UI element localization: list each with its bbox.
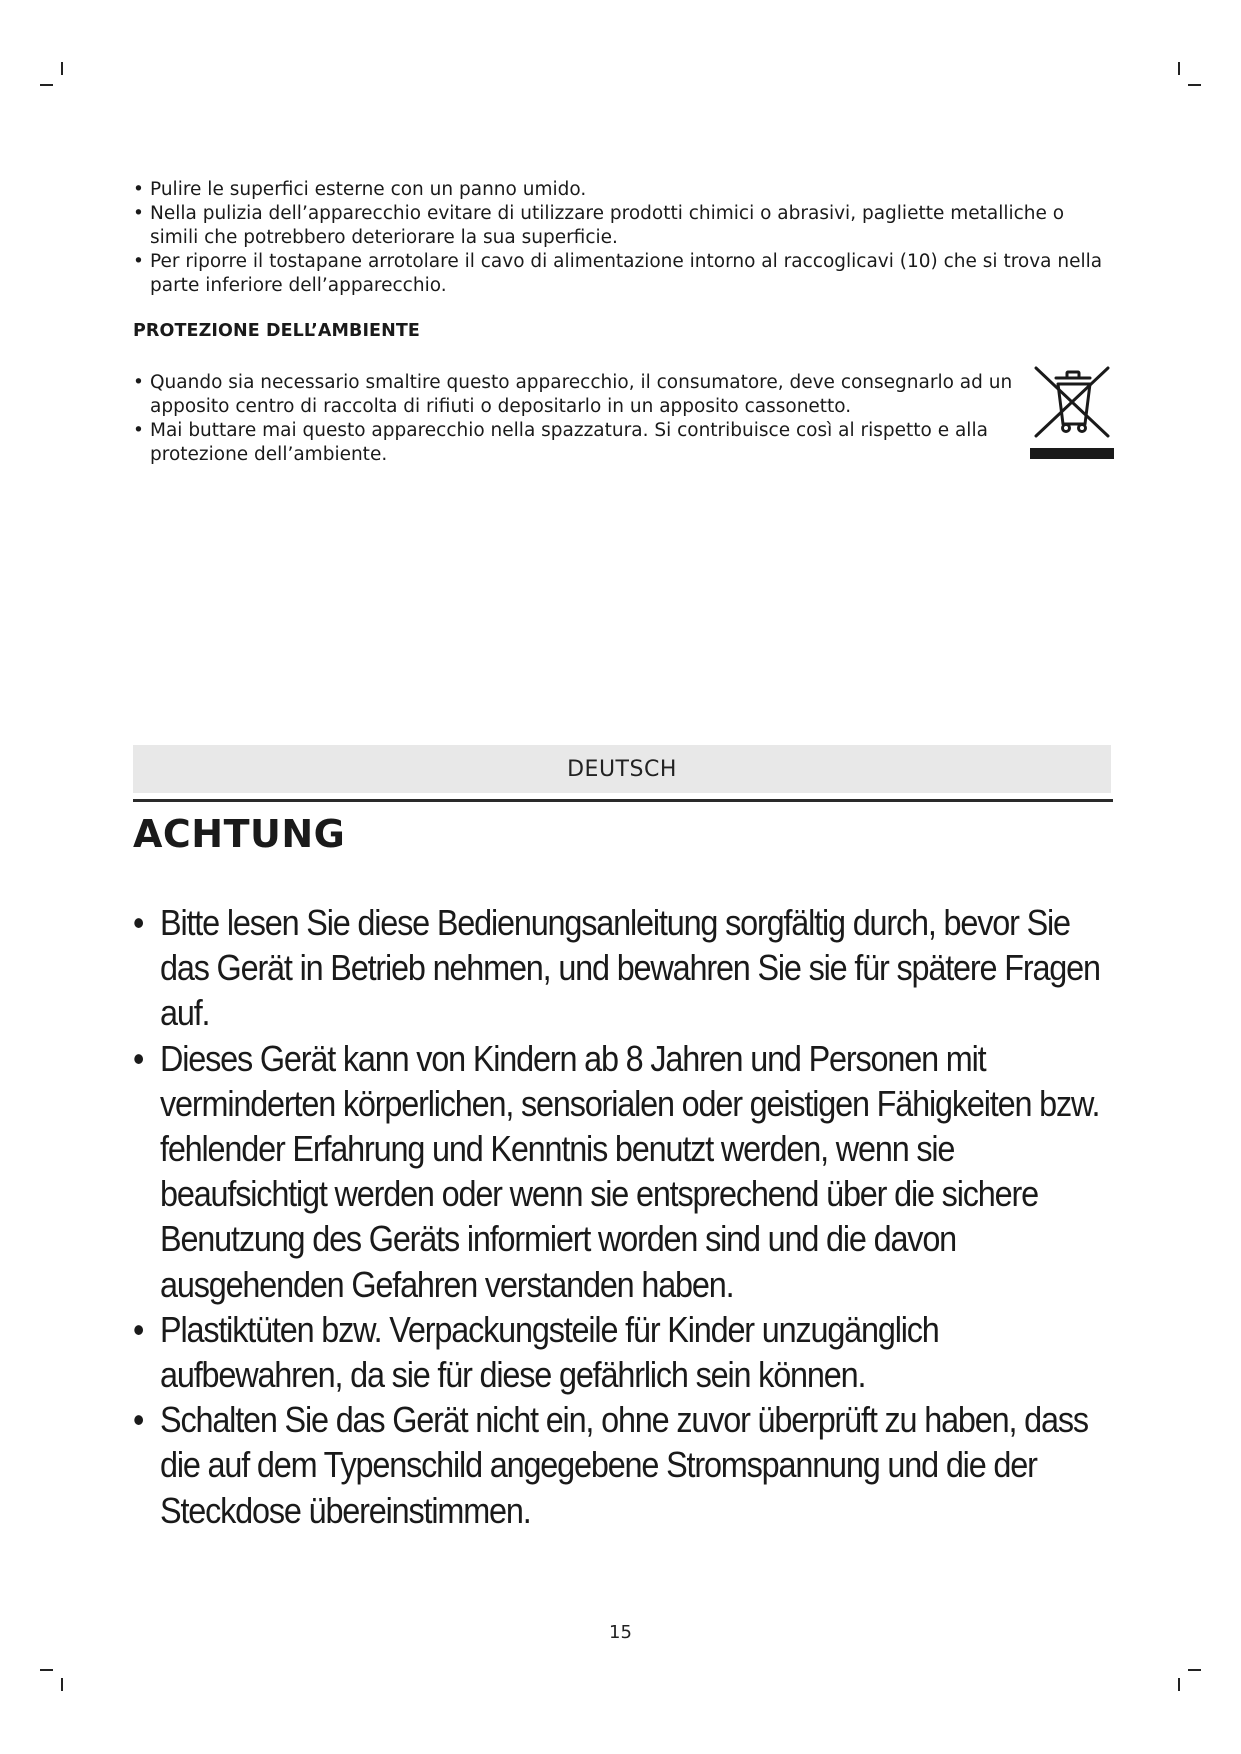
crop-mark-top-left-h: [40, 84, 53, 86]
warning-heading: ACHTUNG: [133, 812, 346, 856]
crop-mark-bottom-left-v: [61, 1678, 63, 1691]
environment-list: [133, 371, 1023, 467]
list-item: • Schalten Sie das Gerät nicht ein, ohne zuvor überprüft zu haben, dass die auf dem Typenschild angegebene Stromspannung und die der Steckdose übereinstimmen.: [133, 1397, 1119, 1533]
environment-heading: PROTEZIONE DELL’AMBIENTE: [133, 321, 420, 341]
environment-section: [133, 371, 1023, 467]
crop-mark-top-left-v: [61, 62, 63, 75]
page-number: 15: [609, 1622, 632, 1643]
list-item: • Per riporre il tostapane arrotolare il cavo di alimentazione intorno al raccoglicavi (10) che si trova nella parte inferiore dell’apparecchio.: [133, 250, 1113, 298]
crop-mark-top-right-h: [1188, 84, 1201, 86]
language-label: DEUTSCH: [567, 756, 677, 782]
list-item: • Mai buttare mai questo apparecchio nella spazzatura. Si contribuisce così al rispetto e alla protezione dell’ambiente.: [133, 419, 1023, 467]
list-item: • Plastiktüten bzw. Verpackungsteile für Kinder unzugänglich aufbewahren, da sie für diese gefährlich sein können.: [133, 1307, 1119, 1397]
list-item: • Dieses Gerät kann von Kindern ab 8 Jahren und Personen mit verminderten körperlichen, sensorialen oder geistigen Fähigkeiten bzw. fehlender Erfahrung und Kenntnis benutzt werden, wenn sie beaufsichtigt werden oder wenn sie entsprechend über die sichere Benutzung des Geräts informiert worden sind und die davon ausgehenden Gefahren verstanden haben.: [133, 1036, 1119, 1307]
crop-mark-bottom-right-v: [1178, 1678, 1180, 1691]
list-item: • Quando sia necessario smaltire questo apparecchio, il consumatore, deve consegnarlo ad un apposito centro di raccolta di rifiuti o depositarlo in un apposito cassonetto.: [133, 371, 1023, 419]
italian-care-list: [133, 178, 1113, 298]
warning-list: [133, 900, 1119, 1533]
list-item: • Pulire le superfici esterne con un panno umido.: [133, 178, 1113, 202]
italian-care-section: [133, 178, 1113, 298]
crop-mark-bottom-left-h: [40, 1669, 53, 1671]
warning-section: [133, 900, 1118, 1533]
list-item: • Nella pulizia dell’apparecchio evitare di utilizzare prodotti chimici o abrasivi, pagliette metalliche o simili che potrebbero deteriorare la sua superficie.: [133, 202, 1113, 250]
list-item: • Bitte lesen Sie diese Bedienungsanleitung sorgfältig durch, bevor Sie das Gerät in Betrieb nehmen, und bewahren Sie sie für spätere Fragen auf.: [133, 900, 1119, 1036]
crop-mark-top-right-v: [1178, 62, 1180, 75]
crop-mark-bottom-right-h: [1188, 1669, 1201, 1671]
language-divider: [133, 799, 1113, 802]
weee-crossed-bin-icon: [1030, 362, 1114, 462]
language-bar: [133, 745, 1111, 793]
